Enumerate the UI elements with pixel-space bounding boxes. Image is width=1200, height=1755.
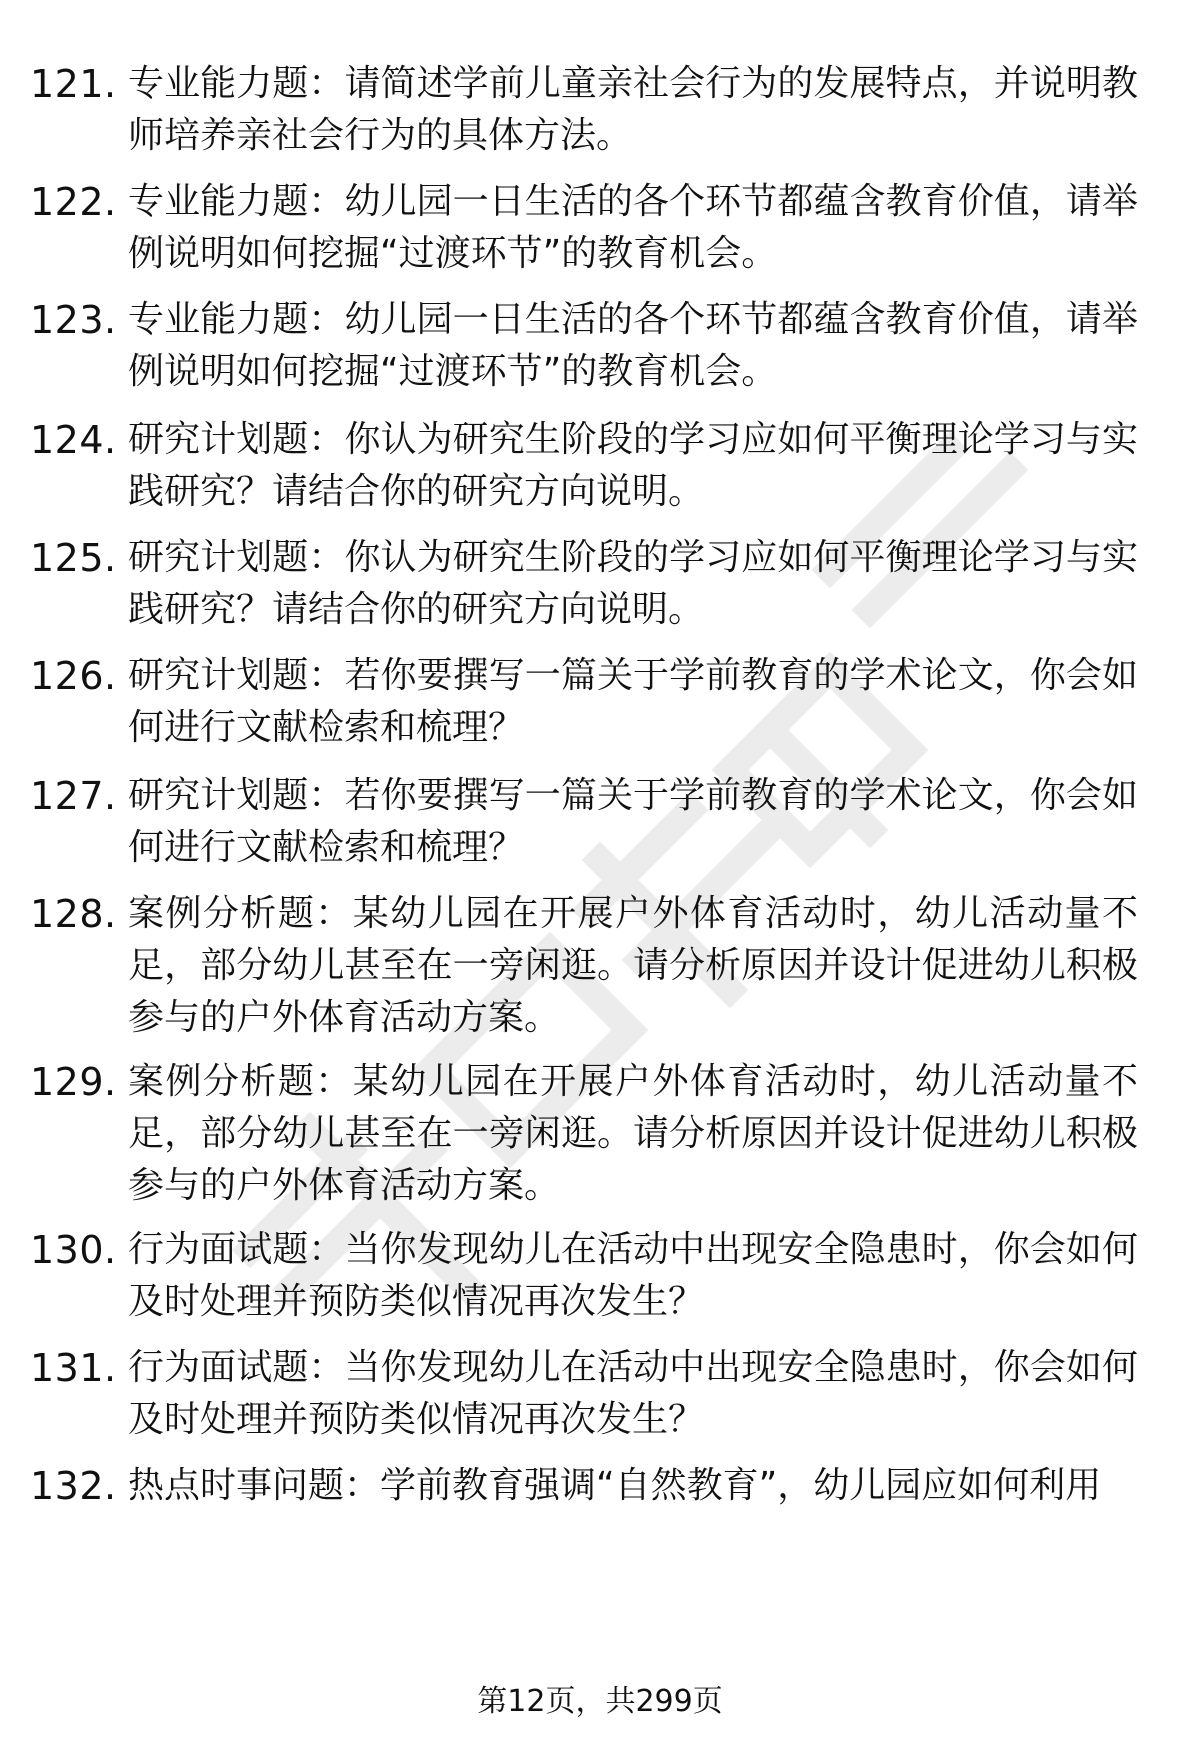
question-text: 研究计划题：你认为研究生阶段的学习应如何平衡理论学习与实践研究？请结合你的研究方向说明。 — [128, 537, 1138, 630]
question-text: 行为面试题：当你发现幼儿在活动中出现安全隐患时，你会如何及时处理并预防类似情况再次发生？ — [128, 1347, 1138, 1440]
page-footer: 第12页，共299页 — [477, 1684, 723, 1719]
question-text: 案例分析题：某幼儿园在开展户外体育活动时，幼儿活动量不足，部分幼儿甚至在一旁闲逛。请分析原因并设计促进幼儿积极参与的户外体育活动方案。 — [128, 893, 1138, 1038]
question-text: 研究计划题：若你要撰写一篇关于学前教育的学术论文，你会如何进行文献检索和梳理？ — [128, 775, 1138, 868]
question-number: 123. — [30, 298, 117, 342]
question-number: 132. — [30, 1464, 117, 1508]
question-number: 131. — [30, 1346, 117, 1390]
question-number: 124. — [30, 418, 117, 462]
question-number: 127. — [30, 774, 117, 818]
question-text: 研究计划题：若你要撰写一篇关于学前教育的学术论文，你会如何进行文献检索和梳理？ — [128, 655, 1138, 748]
question-number: 125. — [30, 536, 117, 580]
question-number: 129. — [30, 1060, 117, 1104]
question-number: 130. — [30, 1228, 117, 1272]
question-number: 126. — [30, 654, 117, 698]
question-number: 122. — [30, 180, 117, 224]
question-text: 研究计划题：你认为研究生阶段的学习应如何平衡理论学习与实践研究？请结合你的研究方向说明。 — [128, 419, 1138, 512]
question-text: 热点时事问题：学前教育强调“自然教育”，幼儿园应如何利用 — [128, 1465, 1102, 1506]
question-text: 案例分析题：某幼儿园在开展户外体育活动时，幼儿活动量不足，部分幼儿甚至在一旁闲逛。请分析原因并设计促进幼儿积极参与的户外体育活动方案。 — [128, 1061, 1138, 1206]
question-text: 专业能力题：幼儿园一日生活的各个环节都蕴含教育价值，请举例说明如何挖掘“过渡环节”的教育机会。 — [128, 181, 1138, 274]
question-number: 128. — [30, 892, 117, 936]
question-number: 121. — [30, 62, 117, 106]
question-text: 专业能力题：幼儿园一日生活的各个环节都蕴含教育价值，请举例说明如何挖掘“过渡环节”的教育机会。 — [128, 299, 1138, 392]
question-text: 专业能力题：请简述学前儿童亲社会行为的发展特点，并说明教师培养亲社会行为的具体方法。 — [128, 63, 1138, 156]
question-text: 行为面试题：当你发现幼儿在活动中出现安全隐患时，你会如何及时处理并预防类似情况再次发生？ — [128, 1229, 1138, 1322]
